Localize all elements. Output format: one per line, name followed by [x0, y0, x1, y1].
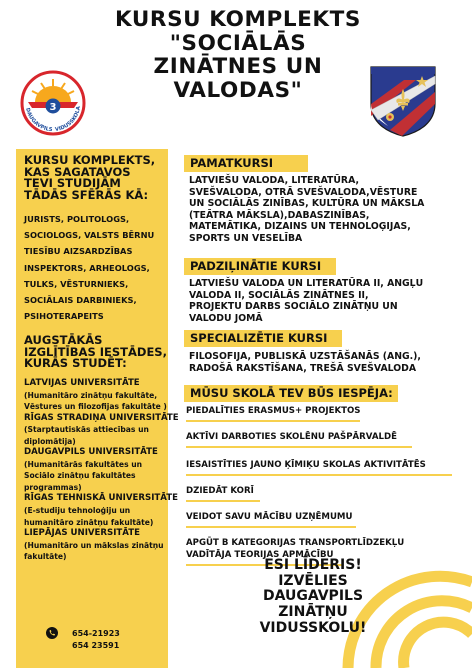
university-name: LATVIJAS UNIVERSITĀTE — [24, 378, 140, 388]
course-line: MATEMĀTIKA, DIZAINS UN TEHNOLOĢIJAS, — [189, 221, 411, 233]
course-line: RADOŠĀ RAKSTĪŠANA, TREŠĀ SVEŠVALODA — [189, 362, 417, 374]
opportunity-item: IESAISTĪTIES JAUNO ĶĪMIĶU SKOLAS AKTIVITĀTĒS — [186, 460, 426, 470]
course-line: VALODU JOMĀ — [189, 312, 263, 324]
university-faculty: (Humanitārās fakultātes un — [24, 459, 143, 469]
underline-divider — [186, 526, 356, 528]
university-faculty: (Humanitāro un mākslas zinātņu — [24, 540, 164, 550]
professions-list — [24, 211, 154, 324]
panel-heading-line: KAS SAGATAVOS — [24, 164, 131, 179]
universities-list — [24, 378, 179, 563]
profession-line: JURISTS, POLITOLOGS, — [24, 214, 130, 224]
university-name: RĪGAS STRADIŅA UNIVERSITĀTE — [24, 412, 179, 423]
core-courses-text — [189, 175, 424, 245]
section-header-opportunities: MŪSU SKOLĀ TEV BŪS IESPĒJA: — [184, 385, 398, 402]
opportunity-item: VEIDOT SAVU MĀCĪBU UZŅĒMUMU — [186, 512, 353, 522]
university-faculty: humanitāro zinātņu fakultāte) — [24, 517, 154, 527]
profession-line: SOCIĀLAIS DARBINIEKS, — [24, 295, 137, 306]
university-faculty: diplomātija) — [24, 436, 76, 446]
cta-line: ESI LĪDERIS! — [264, 557, 362, 573]
profession-line: INSPEKTORS, ARHEOLOGS, — [24, 262, 150, 273]
course-line: LATVIEŠU VALODA UN LITERATŪRA II, ANGĻU — [189, 278, 424, 289]
poster-title — [88, 8, 388, 102]
call-to-action — [258, 558, 368, 637]
advanced-courses-text — [189, 278, 423, 324]
cta-line: DAUGAVPILS — [262, 588, 364, 605]
logo-number: 3 — [49, 102, 57, 113]
university-name: LIEPĀJAS UNIVERSITĀTE — [24, 528, 140, 539]
section-header-specialized-courses: SPECIALIZĒTIE KURSI — [184, 330, 342, 347]
university-name: DAUGAVPILS UNIVERSITĀTE — [24, 447, 158, 458]
phone-number: 654 23591 — [72, 641, 120, 650]
universities-heading-line: KURĀS STUDĒT: — [24, 356, 127, 371]
course-line: FILOSOFIJA, PUBLISKĀ UZSTĀŠANĀS (ANG.), — [189, 351, 421, 362]
panel-heading-line: TEVI STUDIJĀM — [24, 176, 121, 191]
logo-text-right: VIDUSSKOLA — [54, 105, 83, 133]
opportunity-item: APGŪT B KATEGORIJAS TRANSPORTLĪDZEKĻU — [186, 538, 405, 548]
university-faculty: programmas) — [24, 482, 82, 492]
section-header-core-courses: PAMATKURSI — [184, 155, 308, 172]
underline-divider — [186, 474, 452, 476]
underline-divider — [186, 500, 260, 502]
university-faculty: (Starptautiskās attiecības un — [24, 425, 149, 435]
panel-heading-line: KURSU KOMPLEKTS, — [24, 153, 156, 167]
opportunity-item: AKTĪVI DARBOTIES SKOLĒNU PAŠPĀRVALDĒ — [186, 432, 397, 442]
phone-numbers — [72, 628, 120, 652]
title-line: ZINĀTNES UN — [153, 54, 323, 79]
school-logo — [16, 70, 90, 136]
course-line: PROJEKTU DARBS SOCIĀLO ZINĀTŅU UN — [189, 301, 398, 313]
profession-line: TULKS, VĒSTURNIEKS, — [24, 278, 129, 289]
university-faculty: (Humanitāro zinātņu fakultāte, — [24, 390, 158, 400]
course-line: SVEŠVALODA, OTRĀ SVEŠVALODA,VĒSTURE — [189, 186, 418, 198]
course-line: LATVIEŠU VALODA, LITERATŪRA, — [189, 175, 359, 186]
profession-line: PSIHOTERAPEITS — [24, 311, 104, 322]
underline-divider — [186, 420, 360, 422]
opportunity-item: VADĪTĀJA TEORIJAS APMĀCĪBU — [186, 550, 334, 560]
universities-heading-line: AUGSTĀKĀS — [24, 333, 103, 347]
course-line: VALODA II, SOCIĀLĀS ZINĀTNES II, — [189, 289, 369, 301]
profession-line: SOCIOLOGS, VALSTS BĒRNU — [24, 230, 155, 241]
university-faculty: Vēstures un filozofijas fakultāte ) — [24, 402, 167, 412]
phone-icon — [46, 627, 58, 639]
course-line: (TEĀTRA MĀKSLA),DABASZINĪBAS, — [189, 209, 370, 221]
panel-heading — [24, 155, 155, 201]
title-line: "SOCIĀLĀS — [169, 30, 307, 56]
section-header-advanced-courses: PADZIĻINĀTIE KURSI — [184, 258, 336, 275]
title-line: VALODAS" — [173, 77, 303, 103]
university-faculty: Sociālo zinātņu fakultātes — [24, 471, 136, 481]
course-line: SPORTS UN VESELĪBA — [189, 232, 303, 244]
universities-heading-line: IZGLĪTĪBAS IESTĀDES, — [24, 344, 167, 359]
rose-icon — [386, 113, 394, 121]
title-line: KURSU KOMPLEKTS — [114, 7, 362, 32]
opportunity-item: DZIEDĀT KORĪ — [186, 486, 254, 496]
universities-heading — [24, 335, 167, 370]
profession-line: TIESĪBU AIZSARDZĪBAS — [24, 246, 133, 257]
cta-line: ZINĀTŅU — [278, 604, 348, 621]
underline-divider — [186, 446, 412, 448]
cta-line: IZVĒLIES — [278, 572, 348, 589]
cta-line: VIDUSSKOLU! — [259, 619, 367, 636]
phone-number: 654-21923 — [72, 629, 120, 638]
university-name: RĪGAS TEHNISKĀ UNIVERSITĀTE — [24, 493, 178, 504]
left-info-panel — [16, 149, 179, 668]
opportunity-item: PIEDALĪTIES ERASMUS+ PROJEKTOS — [186, 406, 361, 416]
coat-of-arms-logo — [368, 64, 438, 138]
university-faculty: fakultāte) — [24, 552, 67, 562]
university-faculty: (E-studiju tehnoloģiju un — [24, 506, 131, 516]
logo-text-left: DAUGAVPILS — [24, 107, 53, 134]
course-line: UN SOCIĀLĀS ZINĪBAS, KULTŪRA UN MĀKSLA — [189, 198, 425, 210]
panel-heading-line: TĀDĀS SFĒRĀS KĀ: — [24, 187, 149, 202]
specialized-courses-text — [189, 351, 421, 374]
